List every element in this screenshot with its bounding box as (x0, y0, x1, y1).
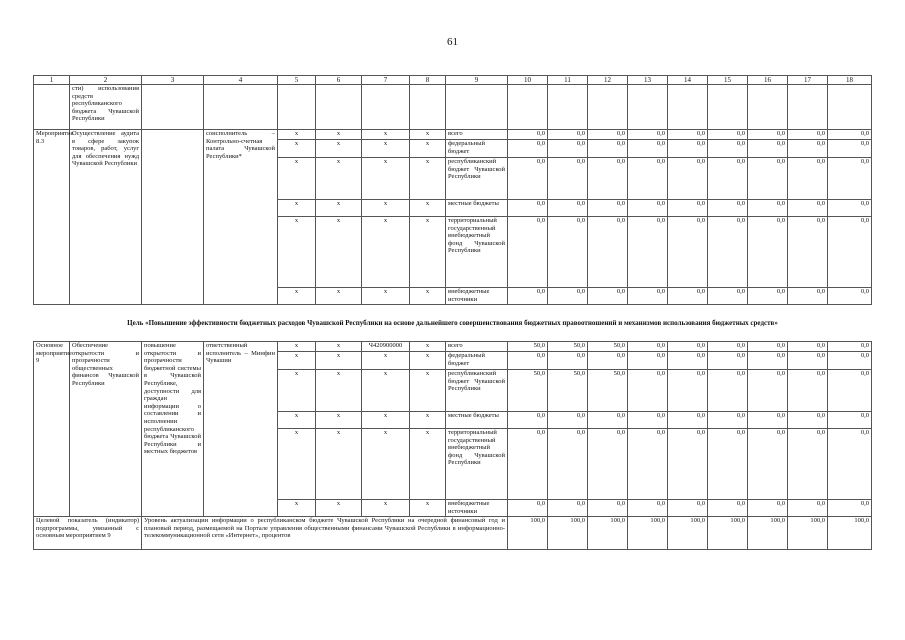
code-cell: x (316, 288, 362, 305)
code-cell: x (410, 288, 446, 305)
value-cell: 0,0 (828, 217, 872, 288)
header-cell: 7 (362, 76, 410, 85)
table-row (34, 130, 872, 140)
value-cell: 0,0 (748, 429, 788, 500)
value-cell: 0,0 (828, 370, 872, 412)
header-cell: 3 (142, 76, 204, 85)
value-cell: 0,0 (788, 342, 828, 352)
value-cell: 0,0 (748, 200, 788, 217)
value-cell: 0,0 (668, 342, 708, 352)
value-cell: 0,0 (748, 140, 788, 158)
table-cell (548, 85, 588, 130)
value-cell: 0,0 (708, 217, 748, 288)
value-cell: 0,0 (508, 500, 548, 517)
value-cell: 0,0 (708, 140, 748, 158)
value-cell: 0,0 (548, 288, 588, 305)
code-cell: x (278, 342, 316, 352)
value-cell: 0,0 (708, 200, 748, 217)
value-cell: 0,0 (668, 500, 708, 517)
value-cell: 0,0 (628, 429, 668, 500)
indicator-value: 100,0 (508, 517, 548, 550)
value-cell: 0,0 (788, 140, 828, 158)
value-cell: 0,0 (548, 412, 588, 429)
table-cell (34, 85, 70, 130)
code-cell: x (316, 200, 362, 217)
header-cell: 13 (628, 76, 668, 85)
funding-source: федеральный бюджет (446, 140, 508, 158)
value-cell: 0,0 (708, 500, 748, 517)
indicator-value: 100,0 (828, 517, 872, 550)
code-cell: x (278, 130, 316, 140)
indicator-value: 100,0 (628, 517, 668, 550)
header-cell: 4 (204, 76, 278, 85)
table-row (34, 342, 872, 352)
code-cell: x (410, 217, 446, 288)
funding-source: внебюджетные источники (446, 500, 508, 517)
indicator-value: 100,0 (548, 517, 588, 550)
header-cell: 18 (828, 76, 872, 85)
value-cell: 0,0 (828, 500, 872, 517)
header-cell: 15 (708, 76, 748, 85)
value-cell: 0,0 (668, 140, 708, 158)
value-cell: 0,0 (668, 288, 708, 305)
code-cell: x (362, 288, 410, 305)
value-cell: 0,0 (828, 342, 872, 352)
code-cell: x (278, 500, 316, 517)
table-cell (668, 85, 708, 130)
table-row (34, 85, 872, 130)
value-cell: 0,0 (748, 500, 788, 517)
page-number: 61 (447, 36, 458, 48)
funding-source: местные бюджеты (446, 412, 508, 429)
measure-task: повышение открытости и прозрачности бюджетной системы в Чувашской Республике, доступности для граждан информации о составлении и исполнении республиканского бюджета Чувашской Республики и местных бюджетов (142, 342, 204, 517)
value-cell: 50,0 (588, 370, 628, 412)
value-cell: 0,0 (548, 429, 588, 500)
measure-label: Мероприятие 8.3 (34, 130, 70, 305)
continuation-text: сти) использования средств республиканского бюджета Чувашской Республики (70, 85, 142, 130)
funding-source: республиканский бюджет Чувашской Республики (446, 158, 508, 200)
measure-task (142, 130, 204, 305)
indicator-label: Целевой показатель (индикатор) подпрограммы, увязанный с основным мероприятием 9 (34, 517, 142, 550)
code-cell: x (316, 412, 362, 429)
table-cell (748, 85, 788, 130)
code-cell: x (410, 158, 446, 200)
code-cell: x (316, 158, 362, 200)
code-cell: x (278, 140, 316, 158)
value-cell: 0,0 (748, 352, 788, 370)
code-cell: x (278, 288, 316, 305)
code-cell: x (362, 370, 410, 412)
value-cell: 50,0 (588, 342, 628, 352)
value-cell: 0,0 (588, 500, 628, 517)
funding-source: федеральный бюджет (446, 352, 508, 370)
value-cell: 50,0 (508, 342, 548, 352)
code-cell: x (410, 130, 446, 140)
value-cell: 0,0 (828, 140, 872, 158)
indicator-value: 100,0 (588, 517, 628, 550)
table-cell (828, 85, 872, 130)
value-cell: 0,0 (508, 200, 548, 217)
table-cell (628, 85, 668, 130)
value-cell: 0,0 (668, 130, 708, 140)
value-cell: 0,0 (588, 429, 628, 500)
code-cell: x (316, 370, 362, 412)
value-cell: 0,0 (668, 352, 708, 370)
indicator-value: 100,0 (788, 517, 828, 550)
value-cell: 0,0 (828, 158, 872, 200)
value-cell: 0,0 (748, 412, 788, 429)
value-cell: 0,0 (828, 352, 872, 370)
value-cell: 0,0 (788, 158, 828, 200)
header-cell: 10 (508, 76, 548, 85)
code-cell: x (316, 130, 362, 140)
code-cell: x (316, 352, 362, 370)
table-cell (446, 85, 508, 130)
value-cell: 50,0 (548, 370, 588, 412)
value-cell: 0,0 (628, 217, 668, 288)
value-cell: 0,0 (748, 158, 788, 200)
header-cell: 1 (34, 76, 70, 85)
value-cell: 0,0 (508, 217, 548, 288)
code-cell: x (410, 429, 446, 500)
code-cell: x (362, 500, 410, 517)
table-cell (362, 85, 410, 130)
code-cell: x (316, 217, 362, 288)
code-cell: x (362, 429, 410, 500)
value-cell: 0,0 (508, 288, 548, 305)
value-cell: 0,0 (548, 352, 588, 370)
value-cell: 0,0 (708, 352, 748, 370)
code-cell: x (278, 352, 316, 370)
indicator-value: 100,0 (708, 517, 748, 550)
header-cell: 17 (788, 76, 828, 85)
value-cell: 50,0 (508, 370, 548, 412)
header-row (34, 76, 872, 85)
value-cell: 50,0 (548, 342, 588, 352)
header-cell: 2 (70, 76, 142, 85)
funding-source: территориальный государственный внебюджетный фонд Чувашской Республики (446, 217, 508, 288)
value-cell: 0,0 (828, 288, 872, 305)
value-cell: 0,0 (788, 370, 828, 412)
code-cell: x (362, 200, 410, 217)
value-cell: 0,0 (748, 370, 788, 412)
goal-row (34, 305, 872, 342)
code-cell: x (362, 412, 410, 429)
value-cell: 0,0 (548, 140, 588, 158)
value-cell: 0,0 (708, 412, 748, 429)
header-cell: 8 (410, 76, 446, 85)
value-cell: 0,0 (508, 412, 548, 429)
measure-name: Обеспечение открытости и прозрачности общественных финансов Чувашской Республики (70, 342, 142, 517)
value-cell: 0,0 (628, 412, 668, 429)
value-cell: 0,0 (628, 370, 668, 412)
value-cell: 0,0 (588, 200, 628, 217)
code-cell: x (278, 429, 316, 500)
value-cell: 0,0 (628, 158, 668, 200)
value-cell: 0,0 (588, 217, 628, 288)
funding-source: всего (446, 130, 508, 140)
funding-source: территориальный государственный внебюджетный фонд Чувашской Республики (446, 429, 508, 500)
value-cell: 0,0 (788, 130, 828, 140)
value-cell: 0,0 (548, 500, 588, 517)
value-cell: 0,0 (748, 288, 788, 305)
value-cell: 0,0 (788, 500, 828, 517)
funding-source: всего (446, 342, 508, 352)
code-cell: x (278, 370, 316, 412)
table-cell (278, 85, 316, 130)
value-cell: 0,0 (708, 342, 748, 352)
measure-executor: соисполнитель – Контрольно-счетная палата Чувашской Республики* (204, 130, 278, 305)
code-cell: x (362, 140, 410, 158)
value-cell: 0,0 (628, 288, 668, 305)
value-cell: 0,0 (668, 158, 708, 200)
indicator-value: 100,0 (668, 517, 708, 550)
code-cell: x (278, 412, 316, 429)
code-cell: x (362, 130, 410, 140)
table-cell (788, 85, 828, 130)
table-cell (142, 85, 204, 130)
value-cell: 0,0 (748, 217, 788, 288)
table-cell (588, 85, 628, 130)
code-cell: x (316, 429, 362, 500)
funding-source: внебюджетные источники (446, 288, 508, 305)
value-cell: 0,0 (588, 140, 628, 158)
value-cell: 0,0 (628, 500, 668, 517)
value-cell: 0,0 (548, 200, 588, 217)
value-cell: 0,0 (788, 217, 828, 288)
code-cell: x (362, 217, 410, 288)
value-cell: 0,0 (708, 370, 748, 412)
value-cell: 0,0 (508, 429, 548, 500)
value-cell: 0,0 (588, 288, 628, 305)
value-cell: 0,0 (708, 288, 748, 305)
value-cell: 0,0 (708, 158, 748, 200)
value-cell: 0,0 (788, 200, 828, 217)
header-cell: 14 (668, 76, 708, 85)
value-cell: 0,0 (508, 158, 548, 200)
funding-source: местные бюджеты (446, 200, 508, 217)
value-cell: 0,0 (708, 130, 748, 140)
header-cell: 6 (316, 76, 362, 85)
measure-executor: ответственный исполнитель – Минфин Чувашии (204, 342, 278, 517)
header-cell: 12 (588, 76, 628, 85)
code-cell: x (316, 342, 362, 352)
value-cell: 0,0 (828, 429, 872, 500)
code-cell: x (278, 158, 316, 200)
value-cell: 0,0 (668, 412, 708, 429)
indicator-value: 100,0 (748, 517, 788, 550)
code-cell: x (362, 352, 410, 370)
budget-table (33, 75, 872, 550)
header-cell: 16 (748, 76, 788, 85)
header-cell: 5 (278, 76, 316, 85)
value-cell: 0,0 (508, 130, 548, 140)
value-cell: 0,0 (748, 130, 788, 140)
value-cell: 0,0 (668, 429, 708, 500)
code-cell: x (410, 352, 446, 370)
value-cell: 0,0 (788, 288, 828, 305)
code-cell: Ч420900000 (362, 342, 410, 352)
measure-label: Основное мероприятие 9 (34, 342, 70, 517)
table-cell (508, 85, 548, 130)
code-cell: x (278, 217, 316, 288)
value-cell: 0,0 (668, 200, 708, 217)
value-cell: 0,0 (508, 140, 548, 158)
value-cell: 0,0 (708, 429, 748, 500)
code-cell: x (362, 158, 410, 200)
value-cell: 0,0 (788, 412, 828, 429)
value-cell: 0,0 (588, 412, 628, 429)
code-cell: x (410, 500, 446, 517)
value-cell: 0,0 (628, 200, 668, 217)
indicator-row (34, 517, 872, 550)
value-cell: 0,0 (828, 130, 872, 140)
value-cell: 0,0 (588, 158, 628, 200)
value-cell: 0,0 (828, 200, 872, 217)
funding-source: республиканский бюджет Чувашской Республики (446, 370, 508, 412)
value-cell: 0,0 (748, 342, 788, 352)
value-cell: 0,0 (828, 412, 872, 429)
value-cell: 0,0 (668, 370, 708, 412)
value-cell: 0,0 (788, 352, 828, 370)
code-cell: x (410, 370, 446, 412)
value-cell: 0,0 (548, 217, 588, 288)
value-cell: 0,0 (548, 158, 588, 200)
header-cell: 11 (548, 76, 588, 85)
code-cell: x (410, 412, 446, 429)
value-cell: 0,0 (628, 352, 668, 370)
header-cell: 9 (446, 76, 508, 85)
table-cell (204, 85, 278, 130)
code-cell: x (316, 500, 362, 517)
value-cell: 0,0 (628, 130, 668, 140)
value-cell: 0,0 (628, 342, 668, 352)
value-cell: 0,0 (508, 352, 548, 370)
code-cell: x (410, 200, 446, 217)
table-cell (410, 85, 446, 130)
table-cell (708, 85, 748, 130)
value-cell: 0,0 (788, 429, 828, 500)
value-cell: 0,0 (668, 217, 708, 288)
value-cell: 0,0 (588, 352, 628, 370)
value-cell: 0,0 (628, 140, 668, 158)
indicator-text: Уровень актуализации информации о республиканском бюджете Чувашской Республики на очередной финансовый год и плановый период, размещаемой на Портале управления общественными финансами Чувашской Республики в информационно-телекоммуникационной сети «Интернет», процентов (142, 517, 508, 550)
code-cell: x (316, 140, 362, 158)
code-cell: x (278, 200, 316, 217)
value-cell: 0,0 (588, 130, 628, 140)
table-cell (316, 85, 362, 130)
goal-heading: Цель «Повышение эффективности бюджетных расходов Чувашской Республики на основе дальнейшего совершенствования бюджетных правоотношений и механизмов использования бюджетных средств» (127, 318, 778, 327)
code-cell: x (410, 140, 446, 158)
value-cell: 0,0 (548, 130, 588, 140)
measure-name: Осуществление аудита в сфере закупок товаров, работ, услуг для обеспечения нужд Чувашской Республики (70, 130, 142, 305)
code-cell: x (410, 342, 446, 352)
